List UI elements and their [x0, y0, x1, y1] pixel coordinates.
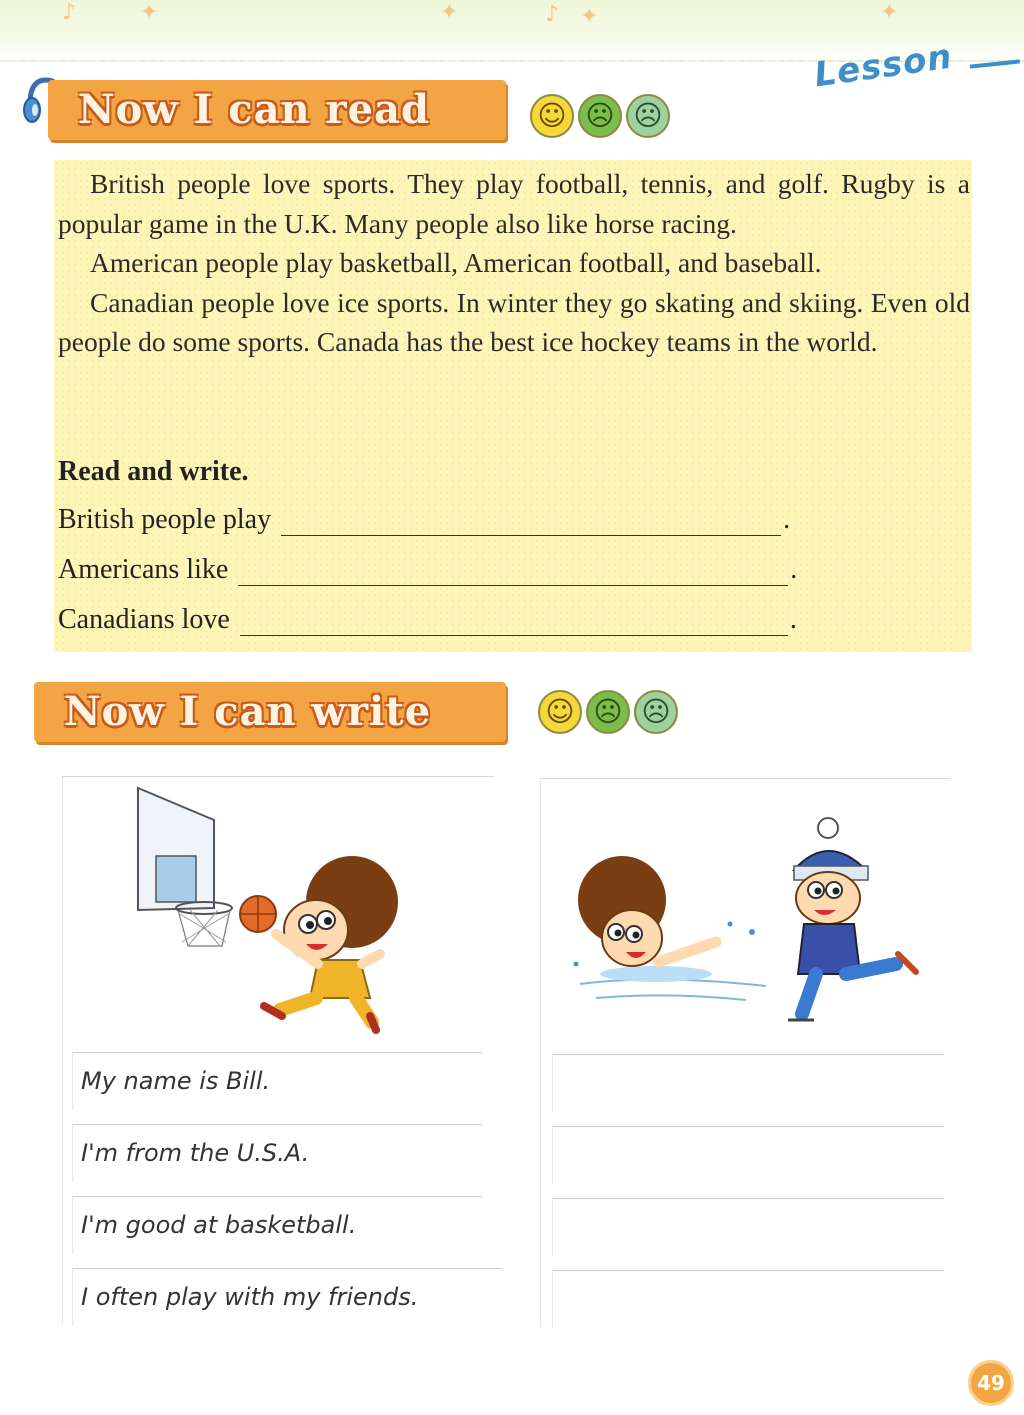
star-icon: ✦ [580, 4, 599, 29]
star-icon: ✦ [880, 0, 899, 25]
read-section-title: Now I can read [78, 86, 430, 133]
student-writing-line[interactable] [552, 1198, 944, 1256]
student-writing-line[interactable] [552, 1054, 944, 1112]
end-mark: . [783, 504, 791, 535]
end-mark: . [789, 604, 797, 635]
neutral-face-icon[interactable]: ☹ [578, 94, 622, 138]
neutral-face-icon[interactable]: ☹ [586, 690, 630, 734]
exercise-row [58, 604, 797, 636]
student-writing-line[interactable] [552, 1270, 944, 1328]
basketball-boy-illustration [130, 784, 410, 1040]
answer-blank[interactable] [240, 606, 788, 636]
self-assessment-faces-read [530, 94, 670, 138]
self-assessment-faces-write [538, 690, 678, 734]
happy-face-icon[interactable]: ☺ [530, 94, 574, 138]
example-line: I often play with my friends. [72, 1268, 502, 1326]
example-line: My name is Bill. [72, 1052, 482, 1110]
sad-face-icon[interactable]: ☹ [626, 94, 670, 138]
exercise-prompt: British people play [58, 504, 272, 535]
student-writing-line[interactable] [552, 1126, 944, 1184]
answer-blank[interactable] [238, 556, 788, 586]
exercise-row [58, 504, 790, 536]
exercise-row [58, 554, 797, 586]
exercise-prompt: Americans like [58, 554, 229, 585]
reading-passage [58, 164, 970, 362]
music-note-icon: ♪ [62, 0, 77, 25]
passage-paragraph: Canadian people love ice sports. In winter they go skating and skiing. Even old people do some sports. Canada has the best ice hockey teams in the world. [58, 286, 970, 357]
happy-face-icon[interactable]: ☺ [538, 690, 582, 734]
lesson-label: Lesson [811, 36, 955, 96]
exercise-title: Read and write. [58, 456, 249, 487]
music-note-icon: ♪ [545, 2, 560, 27]
passage-paragraph: British people love sports. They play football, tennis, and golf. Rugby is a popular game in the U.K. Many people also like horse racing. [58, 168, 970, 239]
example-line: I'm good at basketball. [72, 1196, 482, 1254]
swimming-skating-illustration [566, 814, 930, 1034]
end-mark: . [790, 554, 798, 585]
passage-paragraph: American people play basketball, American football, and baseball. [90, 247, 822, 278]
star-icon: ✦ [140, 0, 159, 25]
write-section-title: Now I can write [64, 688, 432, 735]
exercise-prompt: Canadians love [58, 604, 230, 635]
star-icon: ✦ [440, 0, 459, 25]
page-number: 49 [968, 1360, 1014, 1406]
answer-blank[interactable] [281, 506, 781, 536]
read-section-banner [48, 80, 506, 140]
write-section-banner [34, 682, 506, 742]
example-line: I'm from the U.S.A. [72, 1124, 482, 1182]
sad-face-icon[interactable]: ☹ [634, 690, 678, 734]
